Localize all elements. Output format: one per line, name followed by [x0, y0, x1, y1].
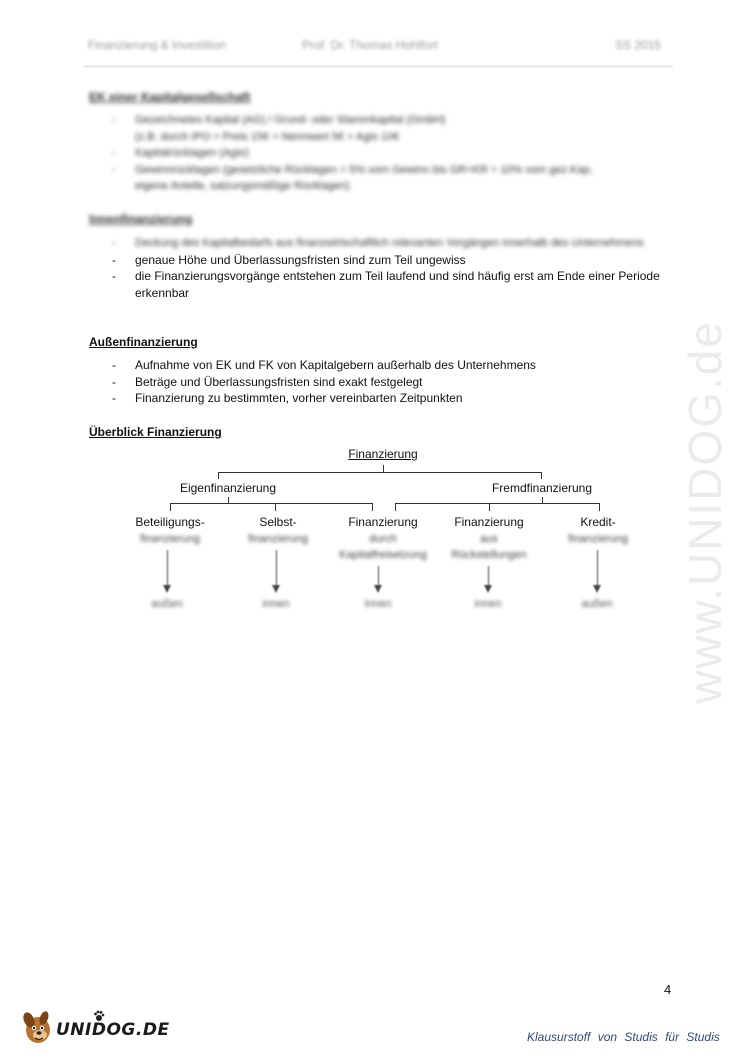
- list-item: - Kapitalrücklagen (Agio): [112, 145, 672, 162]
- header-professor: Prof. Dr. Thomas Hohlfort: [302, 38, 438, 52]
- tree-result: innen: [262, 598, 290, 610]
- list-item: - genaue Höhe und Überlassungsfristen sind zum Teil ungewiss: [112, 252, 672, 269]
- arrow-down-icon: [276, 550, 277, 586]
- section-title-ek: EK einer Kapitalgesellschaft: [89, 90, 251, 104]
- list-item: - Gewinnrücklagen (gesetzliche Rücklagen = 5% vom Gewinn bis GR+KR = 10% vom gez.Kap, eigene Anteile, satzungsmäßige Rücklagen): [112, 162, 672, 195]
- arrow-head-icon: [374, 585, 382, 593]
- tree-result: innen: [364, 598, 392, 610]
- unidog-logo[interactable]: [20, 1008, 170, 1048]
- arrow-down-icon: [597, 550, 598, 586]
- connector-fk-drop-3: [599, 503, 600, 511]
- watermark-text: www.UNIDOG.de: [679, 320, 731, 704]
- tree-leaf: Finanzierung durch Kapitalfreisetzung: [339, 515, 427, 561]
- list-item: - Aufnahme von EK und FK von Kapitalgebern außerhalb des Unternehmens: [112, 357, 672, 374]
- footer-tagline: Klausurstoff von Studis für Studis: [527, 1030, 720, 1044]
- logo-text: UNIDOG.DE: [56, 1020, 170, 1040]
- arrow-head-icon: [484, 585, 492, 593]
- tree-leaf: Kredit- finanzierung: [568, 515, 628, 545]
- list-item: - Finanzierung zu bestimmten, vorher vereinbarten Zeitpunkten: [112, 390, 672, 407]
- arrow-head-icon: [163, 585, 171, 593]
- list-item: - die Finanzierungsvorgänge entstehen zum Teil laufend und sind häufig erst am Ende einer Periode erkennbar: [112, 268, 672, 301]
- connector-fk-drop-2: [489, 503, 490, 511]
- tree-result: innen: [474, 598, 502, 610]
- tree-fremdfinanzierung: Fremdfinanzierung: [491, 481, 593, 495]
- connector-ek-drop-2: [275, 503, 276, 511]
- ek-list: [112, 112, 672, 195]
- tree-root: Finanzierung: [348, 447, 418, 461]
- connector-top-bar: [218, 472, 542, 473]
- page-number: 4: [664, 982, 672, 997]
- arrow-down-icon: [488, 566, 489, 586]
- connector-right-drop: [541, 472, 542, 479]
- aussen-list: [112, 357, 672, 407]
- header-term: SS 2015: [615, 38, 662, 52]
- arrow-head-icon: [593, 585, 601, 593]
- header-divider: [84, 66, 673, 67]
- tree-result: außen: [581, 598, 613, 610]
- tree-leaf: Finanzierung aus Rückstellungen: [451, 515, 527, 561]
- connector-root-stem: [383, 465, 384, 472]
- connector-fk-drop-1: [395, 503, 396, 511]
- page-header: [88, 34, 673, 54]
- tree-result: außen: [151, 598, 183, 610]
- arrow-head-icon: [272, 585, 280, 593]
- tree-leaf: Beteiligungs- finanzierung: [135, 515, 205, 545]
- tree-eigenfinanzierung: Eigenfinanzierung: [179, 481, 277, 495]
- connector-left-drop: [218, 472, 219, 479]
- section-title-aussenfinanzierung: Außenfinanzierung: [89, 335, 198, 349]
- header-course: Finanzierung & Investition: [88, 38, 227, 52]
- arrow-down-icon: [167, 550, 168, 586]
- section-title-ueberblick: Überblick Finanzierung: [89, 425, 222, 439]
- connector-ek-bar: [170, 503, 373, 504]
- tree-leaf: Selbst- finanzierung: [248, 515, 308, 545]
- section-title-innenfinanzierung: Innenfinanzierung: [89, 212, 193, 226]
- arrow-down-icon: [378, 566, 379, 586]
- list-item: - Gezeichnetes Kapital (AG) / Grund- oder Stammkapital (GmbH) (z.B. durch IPO = Preis 15€ = Nennwert 5€ + Agio 10€: [112, 112, 672, 145]
- innen-list: [112, 235, 672, 301]
- list-item: - Beträge und Überlassungsfristen sind exakt festgelegt: [112, 374, 672, 391]
- connector-fk-bar: [395, 503, 600, 504]
- dog-icon: [20, 1008, 60, 1048]
- list-item: - Deckung des Kapitalbedarfs aus finanzwirtschaftlich relevanten Vorgängen innerhalb des Unternehmens: [112, 235, 672, 252]
- connector-ek-drop-1: [170, 503, 171, 511]
- connector-ek-drop-3: [372, 503, 373, 511]
